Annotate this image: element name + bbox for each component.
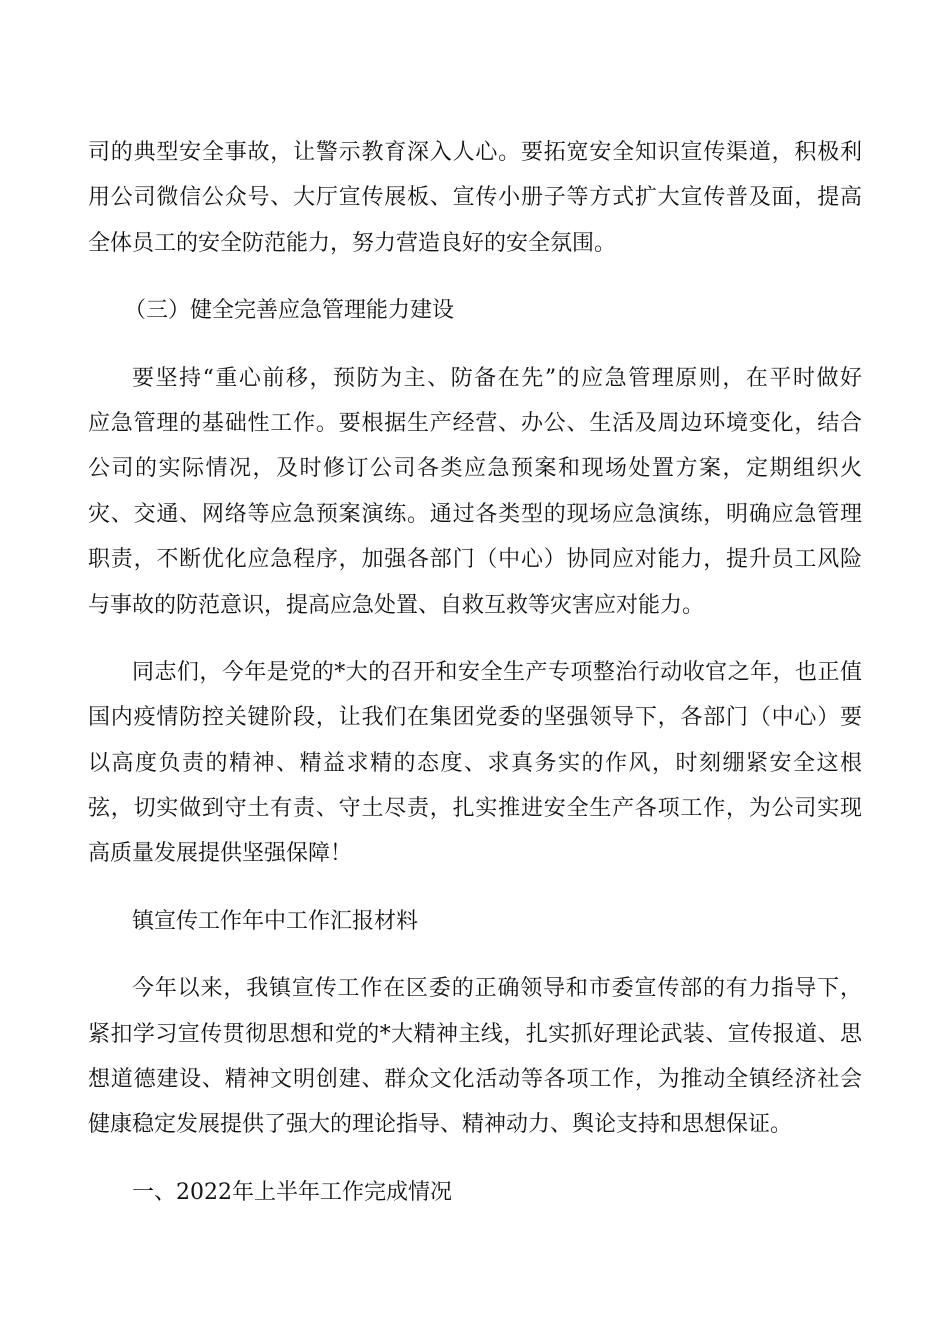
text-line: 同志们，今年是党的*大的召开和安全生产专项整治行动收官之年，也正值 (132, 659, 862, 685)
text-line: 职责，不断优化应急程序，加强各部门（中心）协同应对能力，提升员工风险 (88, 547, 862, 573)
text-line: 应急管理的基础性工作。要根据生产经营、办公、生活及周边环境变化，结合 (88, 410, 862, 436)
text-line: 要坚持“重心前移，预防为主、防备在先”的应急管理原则，在平时做好 (132, 365, 862, 391)
heading-text: （三）健全完善应急管理能力建设 (124, 298, 455, 324)
text-line: 全体员工的安全防范能力，努力营造良好的安全氛围。 (88, 230, 617, 256)
text-line: 健康稳定发展提供了强大的理论指导、精神动力、舆论支持和思想保证。 (88, 1112, 793, 1138)
text-line: 与事故的防范意识，提高应急处置、自救互救等灾害应对能力。 (88, 592, 705, 618)
document-body (88, 130, 862, 1215)
section-heading (88, 288, 862, 333)
text-line: 弦，切实做到守土有责、守土尽责，扎实推进安全生产各项工作，为公司实现 (88, 796, 862, 822)
text-line: 今年以来，我镇宣传工作在区委的正确领导和市委宣传部的有力指导下， (132, 976, 862, 1002)
paragraph (88, 650, 862, 877)
paragraph (88, 130, 862, 266)
text-line: 司的典型安全事故，让警示教育深入人心。要拓宽安全知识宣传渠道，积极利 (88, 140, 862, 165)
heading-text: 一、2022年上半年工作完成情况 (132, 1179, 452, 1205)
text-line: 国内疫情防控关键阶段，让我们在集团党委的坚强领导下，各部门（中心）要 (88, 705, 862, 731)
paragraph (88, 966, 862, 1148)
text-line: 紧扣学习宣传贯彻思想和党的*大精神主线，扎实抓好理论武装、宣传报道、思 (88, 1021, 862, 1047)
text-line: 想道德建设、精神文明创建、群众文化活动等各项工作，为推动全镇经济社会 (88, 1067, 862, 1093)
section-heading (88, 1170, 862, 1215)
paragraph (88, 356, 862, 628)
text-line: 以高度负责的精神、精益求精的态度、求真务实的作风，时刻绷紧安全这根 (88, 750, 862, 776)
text-line: 灾、交通、网络等应急预案演练。通过各类型的现场应急演练，明确应急管理 (88, 501, 862, 527)
section-heading (88, 899, 862, 944)
heading-text: 镇宣传工作年中工作汇报材料 (132, 908, 419, 934)
text-line: 公司的实际情况，及时修订公司各类应急预案和现场处置方案，定期组织火 (88, 456, 862, 482)
text-line: 高质量发展提供坚强保障！ (88, 841, 353, 867)
text-line: 用公司微信公众号、大厅宣传展板、宣传小册子等方式扩大宣传普及面，提高 (88, 185, 862, 211)
